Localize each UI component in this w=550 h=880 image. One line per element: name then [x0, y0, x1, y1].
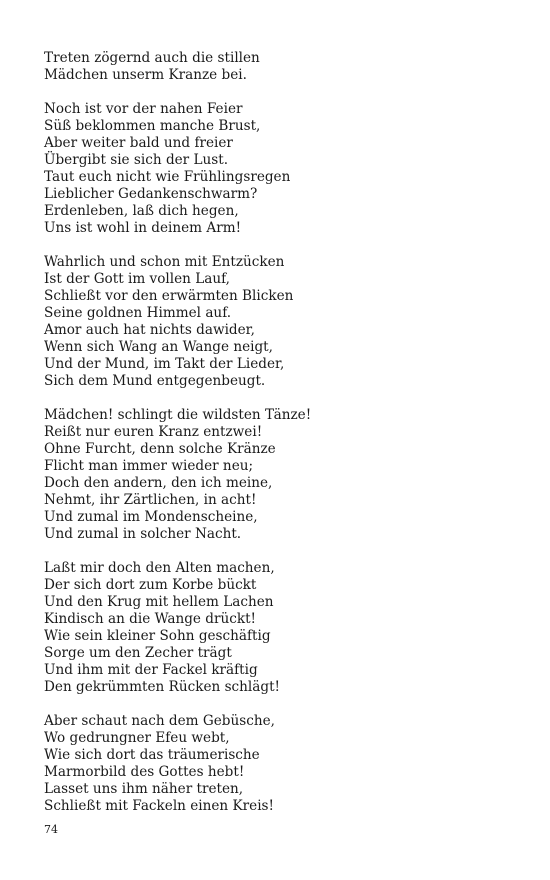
poem-line: Schließt mit Fackeln einen Kreis! — [44, 798, 274, 814]
page-number: 74 — [44, 823, 58, 836]
poem-stanza — [44, 407, 514, 543]
poem-line: Süß beklommen manche Brust, — [44, 118, 261, 134]
poem-stanza — [44, 560, 514, 696]
poem-line: Und zumal in solcher Nacht. — [44, 526, 242, 542]
poem-line: Schließt vor den erwärmten Blicken — [44, 288, 294, 304]
poem-text — [44, 50, 514, 832]
poem-line: Sich dem Mund entgegenbeugt. — [44, 373, 266, 389]
poem-stanza — [44, 713, 514, 815]
poem-line: Erdenleben, laß dich hegen, — [44, 203, 239, 219]
poem-line: Und ihm mit der Fackel kräftig — [44, 662, 258, 678]
poem-line: Mädchen unserm Kranze bei. — [44, 67, 247, 83]
poem-line: Seine goldnen Himmel auf. — [44, 305, 232, 321]
poem-line: Amor auch hat nichts dawider, — [44, 322, 255, 338]
poem-line: Wie sein kleiner Sohn geschäftig — [44, 628, 271, 644]
poem-line: Und den Krug mit hellem Lachen — [44, 594, 274, 610]
poem-line: Und zumal im Mondenscheine, — [44, 509, 258, 525]
poem-line: Noch ist vor der nahen Feier — [44, 101, 243, 117]
poem-line: Wahrlich und schon mit Entzücken — [44, 254, 285, 270]
poem-line: Den gekrümmten Rücken schlägt! — [44, 679, 281, 695]
poem-line: Ist der Gott im vollen Lauf, — [44, 271, 230, 287]
poem-line: Wie sich dort das träumerische — [44, 747, 260, 763]
poem-line: Sorge um den Zecher trägt — [44, 645, 232, 661]
poem-stanza — [44, 101, 514, 237]
poem-line: Reißt nur euren Kranz entzwei! — [44, 424, 263, 440]
poem-line: Der sich dort zum Korbe bückt — [44, 577, 257, 593]
poem-line: Lasset uns ihm näher treten, — [44, 781, 244, 797]
poem-line: Kindisch an die Wange drückt! — [44, 611, 257, 627]
poem-stanza — [44, 254, 514, 390]
poem-line: Doch den andern, den ich meine, — [44, 475, 273, 491]
poem-line: Und der Mund, im Takt der Lieder, — [44, 356, 285, 372]
poem-line: Marmorbild des Gottes hebt! — [44, 764, 245, 780]
poem-line: Ohne Furcht, denn solche Kränze — [44, 441, 276, 457]
poem-line: Taut euch nicht wie Frühlingsregen — [44, 169, 291, 185]
poem-line: Nehmt, ihr Zärtlichen, in acht! — [44, 492, 257, 508]
poem-line: Flicht man immer wieder neu; — [44, 458, 254, 474]
poem-line: Lieblicher Gedankenschwarm? — [44, 186, 258, 202]
poem-line: Aber weiter bald und freier — [44, 135, 233, 151]
poem-line: Treten zögernd auch die stillen — [44, 50, 260, 66]
poem-line: Wo gedrungner Efeu webt, — [44, 730, 230, 746]
poem-line: Mädchen! schlingt die wildsten Tänze! — [44, 407, 312, 423]
poem-line: Übergibt sie sich der Lust. — [44, 152, 229, 168]
poem-line: Aber schaut nach dem Gebüsche, — [44, 713, 275, 729]
poem-line: Uns ist wohl in deinem Arm! — [44, 220, 242, 236]
poem-line: Wenn sich Wang an Wange neigt, — [44, 339, 273, 355]
poem-stanza — [44, 50, 514, 84]
poem-line: Laßt mir doch den Alten machen, — [44, 560, 275, 576]
